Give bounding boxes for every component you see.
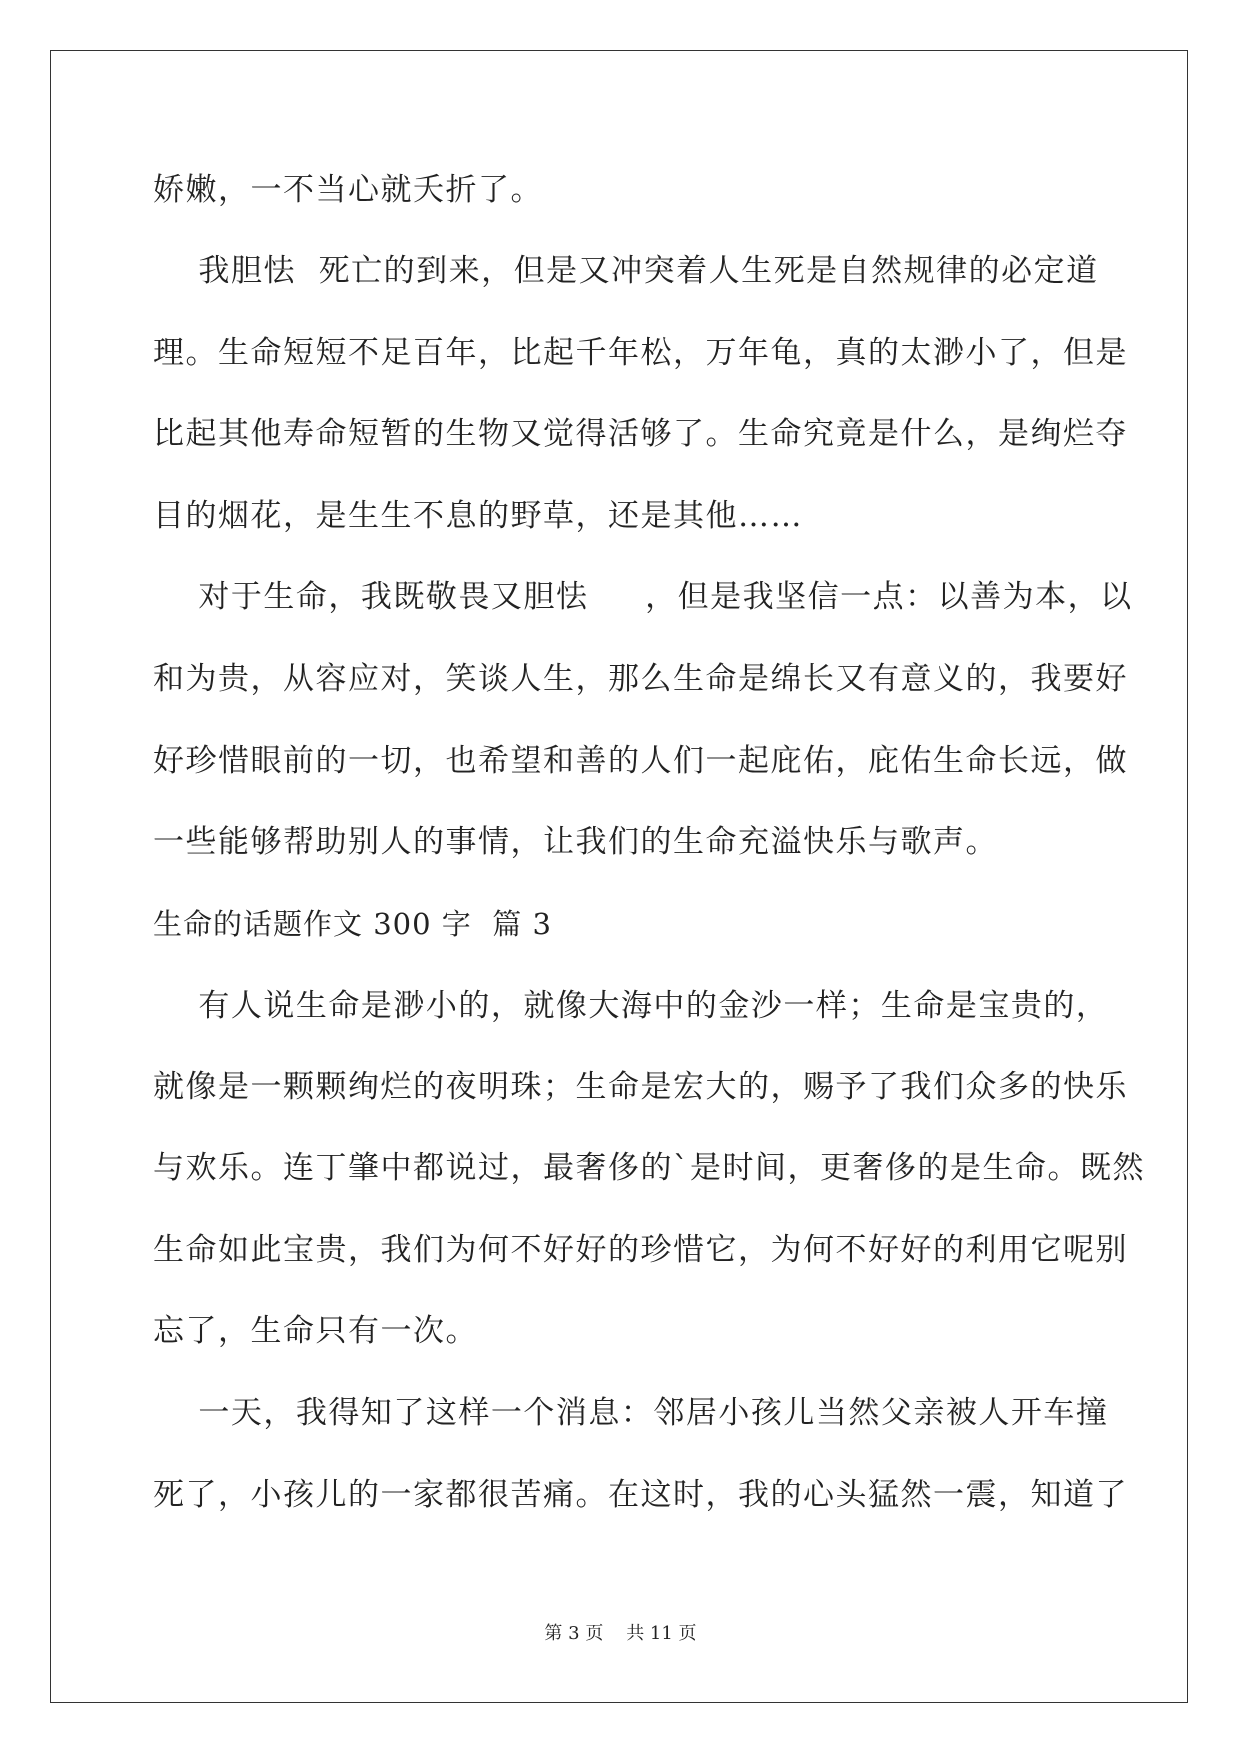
text-line: 一些能够帮助别人的事情，让我们的生命充溢快乐与歌声。 xyxy=(153,824,998,860)
page-number-footer: 第 3 页 共 11 页 xyxy=(544,1623,697,1644)
text-line: 忘了，生命只有一次。 xyxy=(153,1313,478,1349)
section-heading: 生命的话题作文 300 字 篇 3 xyxy=(153,907,552,941)
page-border xyxy=(50,50,1188,1703)
text-line: 死了，小孩儿的一家都很苦痛。在这时，我的心头猛然一震，知道了 xyxy=(153,1477,1128,1513)
text-line: 对于生命，我既敬畏又胆怯 ，但是我坚信一点：以善为本，以 xyxy=(153,579,1133,615)
text-line: 比起其他寿命短暂的生物又觉得活够了。生命究竟是什么，是绚烂夺 xyxy=(153,416,1128,452)
text-line: 娇嫩，一不当心就夭折了。 xyxy=(153,172,543,208)
text-line: 与欢乐。连丁肇中都说过，最奢侈的`是时间，更奢侈的是生命。既然 xyxy=(153,1150,1145,1186)
text-line: 目的烟花，是生生不息的野草，还是其他…… xyxy=(153,498,803,534)
text-line: 生命如此宝贵，我们为何不好好的珍惜它，为何不好好的利用它呢别 xyxy=(153,1232,1128,1268)
text-line: 和为贵，从容应对，笑谈人生，那么生命是绵长又有意义的，我要好 xyxy=(153,661,1128,697)
text-line: 我胆怯 死亡的到来，但是又冲突着人生死是自然规律的必定道 xyxy=(153,253,1099,289)
text-line: 一天，我得知了这样一个消息：邻居小孩儿当然父亲被人开车撞 xyxy=(153,1395,1109,1431)
text-line: 有人说生命是渺小的，就像大海中的金沙一样；生命是宝贵的， xyxy=(153,988,1109,1024)
text-line: 就像是一颗颗绚烂的夜明珠；生命是宏大的，赐予了我们众多的快乐 xyxy=(153,1069,1128,1105)
text-line: 好珍惜眼前的一切，也希望和善的人们一起庇佑，庇佑生命长远，做 xyxy=(153,743,1128,779)
text-line: 理。生命短短不足百年，比起千年松，万年龟，真的太渺小了，但是 xyxy=(153,335,1128,371)
